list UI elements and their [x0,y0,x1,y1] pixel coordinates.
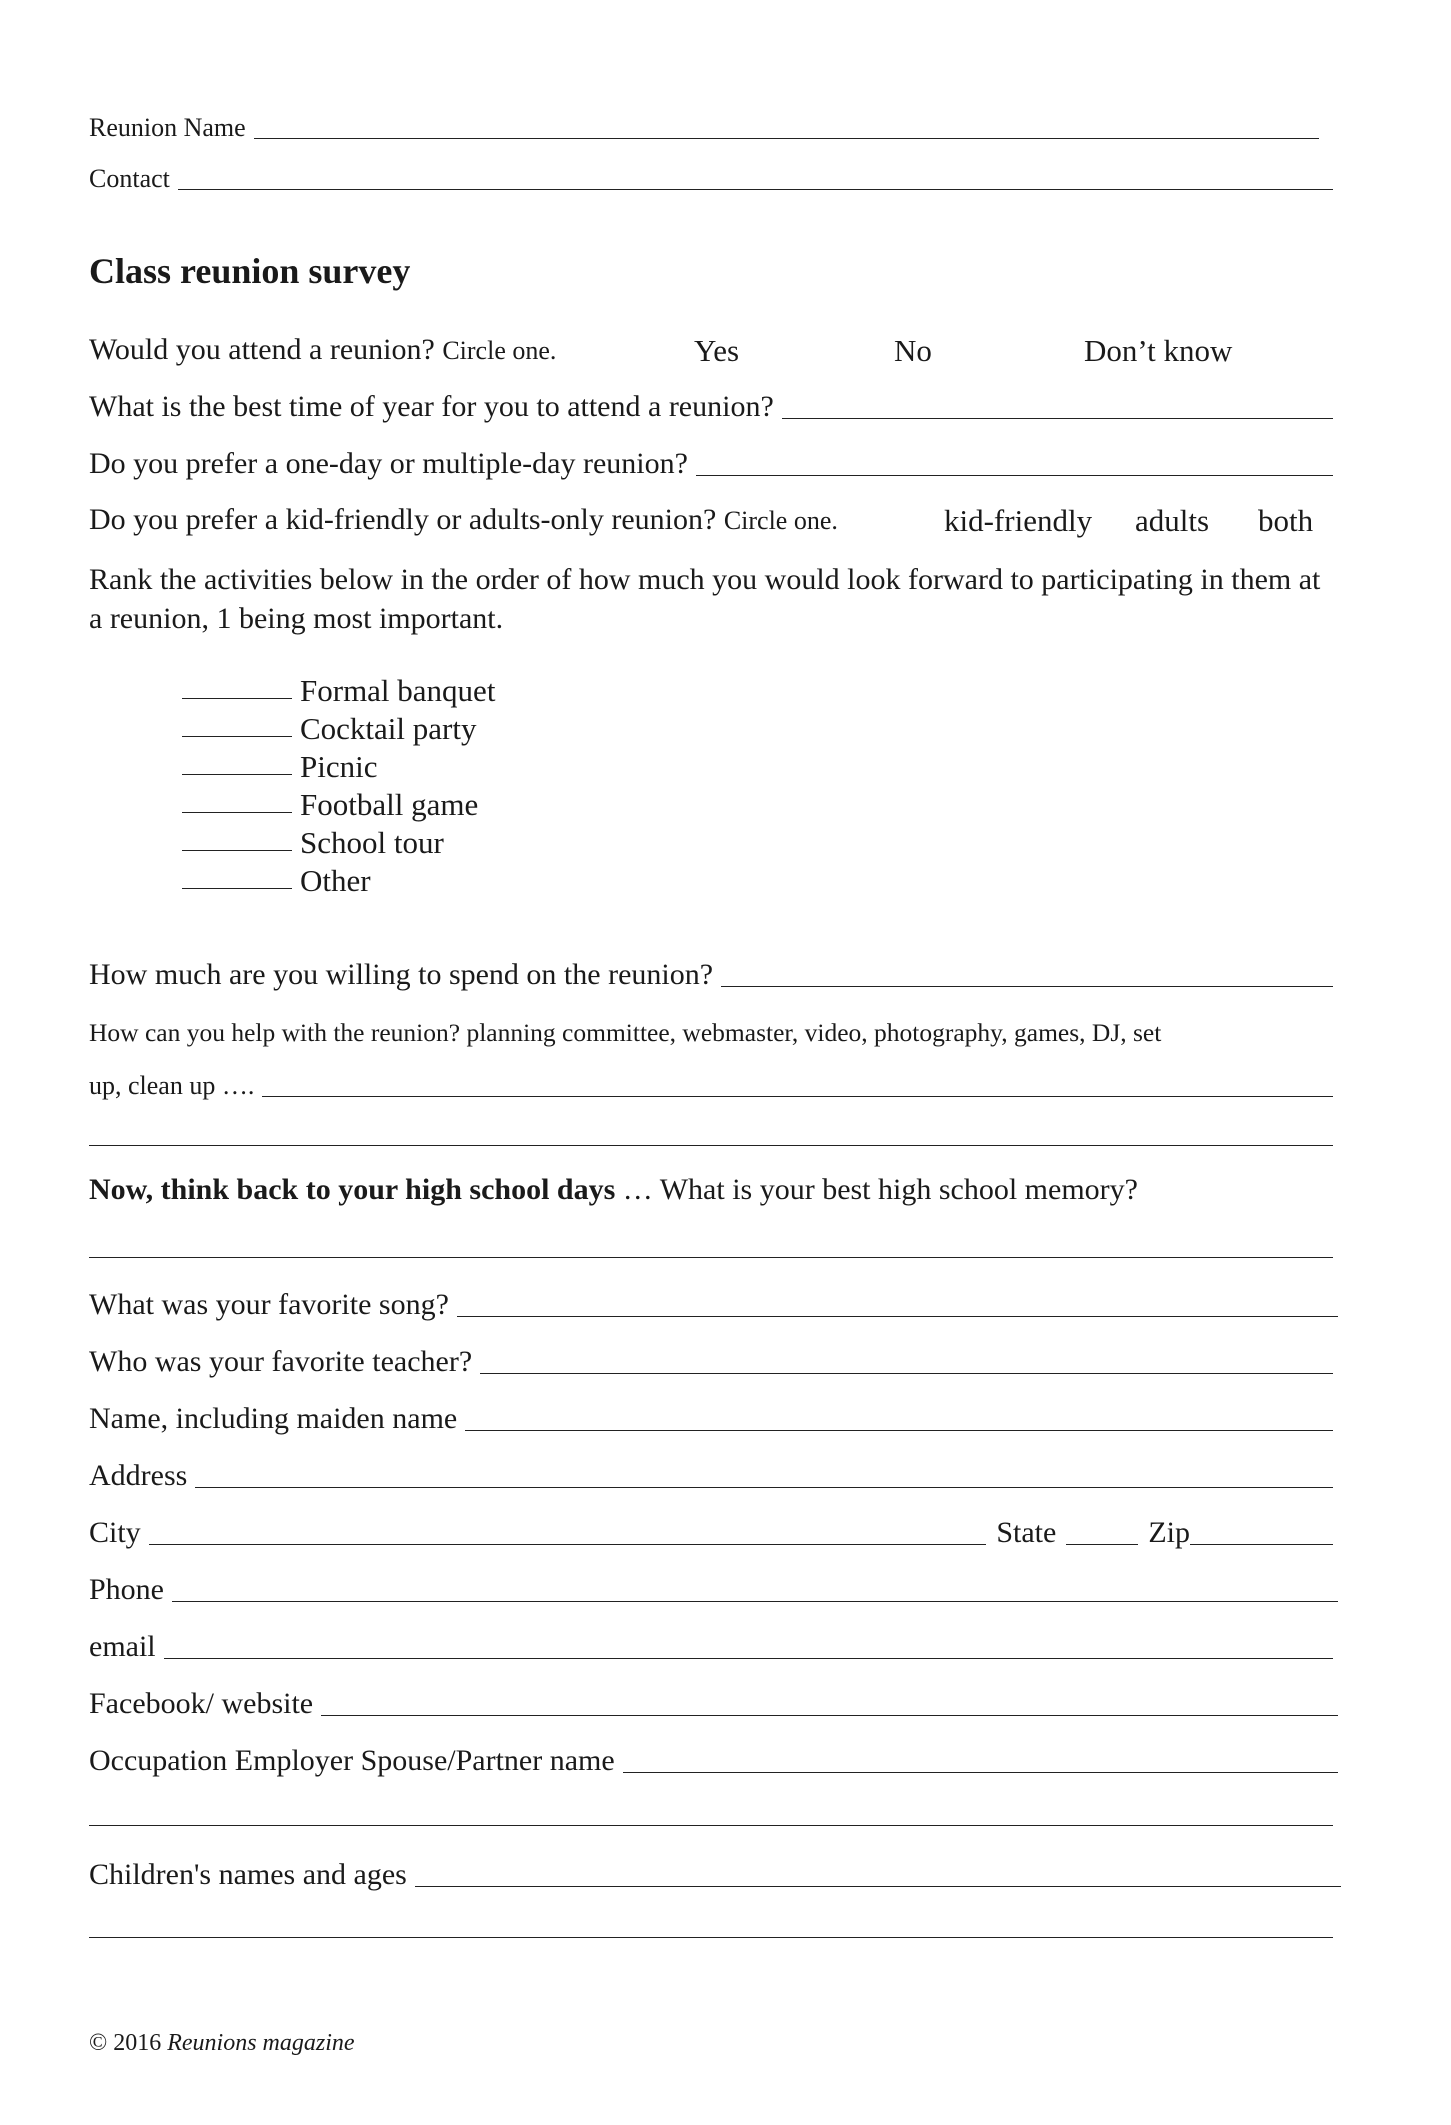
email-field[interactable] [164,1657,1333,1659]
attend-instruction: Circle one. [442,336,557,365]
activity-item [182,711,476,747]
memory-bold: Now, think back to your high school days [89,1173,616,1206]
help-field[interactable] [262,1095,1333,1097]
memory-text: … What is your best high school memory? [615,1173,1138,1206]
contact-field[interactable] [178,188,1333,190]
kids-option-adults[interactable]: adults [1135,503,1210,538]
page-title: Class reunion survey [89,251,411,291]
song-row [89,1288,1338,1322]
attend-option-dont-know[interactable]: Don’t know [1084,333,1233,368]
activity-item [182,787,478,823]
activity-item [182,673,495,709]
attend-option-no[interactable]: No [894,333,932,368]
copyright-text: © 2016 [89,2030,168,2056]
length-question: Do you prefer a one-day or multiple-day reunion? [89,447,688,480]
city-state-zip-row [89,1516,1333,1550]
zip-label: Zip [1148,1516,1190,1549]
name-label: Name, including maiden name [89,1402,458,1435]
memory-field[interactable] [89,1257,1333,1258]
phone-field[interactable] [172,1600,1338,1602]
kids-instruction: Circle one. [723,506,838,535]
phone-row [89,1573,1338,1607]
rank-field[interactable] [182,850,292,851]
address-label: Address [89,1459,188,1492]
teacher-field[interactable] [480,1372,1333,1374]
help-question-line1 [89,1018,1333,1048]
email-label: email [89,1630,156,1663]
time-field[interactable] [782,417,1333,419]
attend-option-yes[interactable]: Yes [694,333,740,368]
state-label: State [996,1516,1057,1549]
children-row [89,1858,1341,1892]
facebook-field[interactable] [321,1714,1338,1716]
time-question-row [89,390,1333,424]
reunion-name-field[interactable] [254,137,1319,139]
help-question-line2 [89,1071,1333,1101]
activity-label: Cocktail party [300,711,477,746]
name-row [89,1402,1333,1436]
activity-label: Football game [300,787,479,822]
children-field-extra-line[interactable] [89,1937,1333,1938]
kids-question-text: Do you prefer a kid-friendly or adults-only reunion? [89,503,717,536]
zip-field[interactable] [1190,1543,1333,1545]
occupation-label: Occupation Employer Spouse/Partner name [89,1744,615,1777]
address-field[interactable] [195,1486,1333,1488]
facebook-row [89,1687,1338,1721]
length-question-row [89,447,1333,481]
address-row [89,1459,1333,1493]
spend-field[interactable] [721,985,1333,987]
spend-question-row [89,958,1333,992]
contact-label: Contact [89,164,170,193]
activity-item [182,863,371,899]
rank-field[interactable] [182,774,292,775]
song-field[interactable] [457,1315,1338,1317]
city-field[interactable] [149,1543,987,1545]
help-question-cont: up, clean up …. [89,1071,255,1100]
teacher-question: Who was your favorite teacher? [89,1345,473,1378]
children-label: Children's names and ages [89,1858,407,1891]
help-field-extra-line[interactable] [89,1145,1333,1146]
reunion-name-label: Reunion Name [89,113,246,142]
rank-field[interactable] [182,736,292,737]
occupation-field[interactable] [623,1771,1338,1773]
activity-label: School tour [300,825,444,860]
memory-question [89,1173,1333,1207]
attend-question-text: Would you attend a reunion? [89,333,435,366]
teacher-row [89,1345,1333,1379]
help-question: How can you help with the reunion? planning committee, webmaster, video, photography, games, DJ, set [89,1018,1162,1047]
activity-label: Formal banquet [300,673,496,708]
length-field[interactable] [696,474,1333,476]
occupation-row [89,1744,1338,1778]
state-field[interactable] [1066,1543,1138,1545]
name-field[interactable] [465,1429,1333,1431]
publication-name: Reunions magazine [167,2030,355,2056]
rank-instructions: Rank the activities below in the order of how much you would look forward to participating in them at a reunion, 1 being most important. [89,563,1321,635]
activity-item [182,825,444,861]
time-question: What is the best time of year for you to attend a reunion? [89,390,774,423]
kids-option-kid-friendly[interactable]: kid-friendly [944,503,1093,538]
activity-label: Picnic [300,749,378,784]
spend-question: How much are you willing to spend on the reunion? [89,958,714,991]
footer-copyright [89,2030,355,2057]
reunion-name-row [89,113,1333,143]
occupation-field-extra-line[interactable] [89,1825,1333,1826]
rank-field[interactable] [182,698,292,699]
phone-label: Phone [89,1573,164,1606]
rank-field[interactable] [182,812,292,813]
activity-item [182,749,378,785]
song-question: What was your favorite song? [89,1288,449,1321]
contact-row [89,164,1333,194]
kids-option-both[interactable]: both [1258,503,1314,538]
rank-field[interactable] [182,888,292,889]
facebook-label: Facebook/ website [89,1687,314,1720]
children-field[interactable] [415,1885,1341,1887]
email-row [89,1630,1333,1664]
activity-label: Other [300,863,371,898]
city-label: City [89,1516,141,1549]
